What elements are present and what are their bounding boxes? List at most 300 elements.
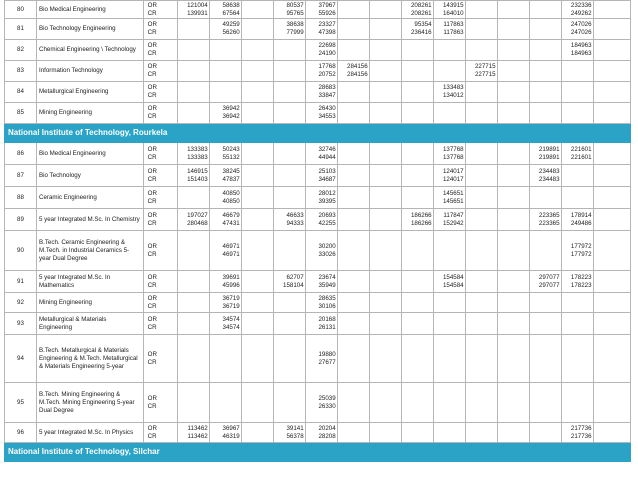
- rank-type-label: OR: [147, 167, 157, 175]
- rank-cell: [337, 61, 369, 82]
- rank-cell: [177, 165, 209, 187]
- rank-cell: [273, 82, 305, 103]
- program-name: Bio Medical Engineering: [36, 143, 143, 165]
- rank-value: 113462: [187, 432, 208, 440]
- rank-cell: [177, 19, 209, 40]
- rank-cell: [273, 19, 305, 40]
- rank-cell: [305, 335, 337, 383]
- rank-cell: [241, 293, 273, 313]
- rank-value: 186266: [410, 219, 432, 227]
- rank-cell: [273, 335, 305, 383]
- rank-cell: [209, 231, 241, 271]
- rank-cell: [529, 335, 561, 383]
- rank-cell: [529, 143, 561, 165]
- table-row: [5, 383, 631, 423]
- program-name: 5 year Integrated M.Sc. In Physics: [36, 423, 143, 443]
- serial-number: 93: [5, 313, 37, 335]
- rank-cell: [561, 19, 593, 40]
- rank-type-cell: [143, 383, 177, 423]
- rank-cell: [273, 231, 305, 271]
- rank-cell: [401, 19, 433, 40]
- rank-type-label: CR: [147, 29, 157, 36]
- rank-cell: [177, 61, 209, 82]
- rank-cell: [593, 82, 630, 103]
- rank-type-cell: [143, 82, 177, 103]
- rank-value: 208261: [410, 9, 432, 17]
- rank-cell: [529, 209, 561, 231]
- rank-cell: [593, 61, 630, 82]
- rank-cell: [593, 209, 630, 231]
- rank-cell: [337, 335, 369, 383]
- rank-value: 34574: [222, 315, 240, 323]
- rank-cell: [337, 383, 369, 423]
- rank-cell: [177, 231, 209, 271]
- rank-value: 227715: [474, 71, 496, 78]
- rank-cell: [177, 293, 209, 313]
- rank-cell: [369, 423, 401, 443]
- rank-cell: [433, 143, 465, 165]
- rank-cell: [497, 103, 529, 124]
- rank-cell: [369, 61, 401, 82]
- rank-cell: [337, 143, 369, 165]
- rank-cell: [561, 61, 593, 82]
- rank-cell: [433, 313, 465, 335]
- rank-cell: [241, 271, 273, 293]
- program-name: Bio Medical Engineering: [36, 1, 143, 19]
- rank-cell: [401, 231, 433, 271]
- rank-type-label: CR: [147, 358, 157, 366]
- rank-value: 36719: [222, 302, 240, 310]
- rank-value: 20168: [318, 315, 336, 323]
- rank-type-label: OR: [147, 211, 157, 219]
- rank-value: 145651: [442, 189, 464, 197]
- rank-cell: [401, 423, 433, 443]
- rank-type-label: OR: [147, 145, 157, 153]
- rank-cell: [529, 61, 561, 82]
- rank-cell: [305, 293, 337, 313]
- rank-type-label: OR: [147, 242, 157, 250]
- rank-cell: [465, 82, 497, 103]
- rank-value: 26330: [318, 402, 336, 410]
- rank-cell: [529, 271, 561, 293]
- rank-cell: [529, 82, 561, 103]
- rank-type-cell: [143, 271, 177, 293]
- cutoff-table: [4, 0, 631, 462]
- rank-cell: [593, 165, 630, 187]
- rank-value: 117863: [443, 29, 464, 36]
- rank-cell: [337, 231, 369, 271]
- rank-cell: [305, 40, 337, 61]
- rank-type-cell: [143, 1, 177, 19]
- rank-cell: [401, 82, 433, 103]
- rank-cell: [401, 335, 433, 383]
- rank-type-label: OR: [147, 294, 157, 302]
- rank-type-label: CR: [147, 92, 157, 99]
- serial-number: 81: [5, 19, 37, 40]
- rank-value: 40850: [222, 189, 240, 197]
- rank-cell: [529, 187, 561, 209]
- rank-type-label: CR: [147, 219, 157, 227]
- rank-value: 33847: [318, 92, 336, 99]
- rank-cell: [465, 313, 497, 335]
- table-row: [5, 335, 631, 383]
- rank-type-label: OR: [147, 315, 157, 323]
- table-row: [5, 423, 631, 443]
- program-name: Mining Engineering: [36, 103, 143, 124]
- rank-cell: [369, 271, 401, 293]
- rank-cell: [465, 165, 497, 187]
- rank-value: 113462: [187, 424, 208, 432]
- rank-value: 219891: [538, 145, 560, 153]
- program-name: Metallurgical & Materials Engineering: [36, 313, 143, 335]
- rank-value: 24190: [318, 50, 336, 57]
- rank-cell: [177, 143, 209, 165]
- rank-value: 221601: [570, 145, 592, 153]
- rank-cell: [273, 383, 305, 423]
- rank-cell: [561, 187, 593, 209]
- rank-type-cell: [143, 187, 177, 209]
- rank-value: 27677: [318, 358, 336, 366]
- rank-value: 58638: [222, 1, 240, 9]
- rank-cell: [209, 187, 241, 209]
- program-name: 5 year Integrated M.Sc. In Chemistry: [36, 209, 143, 231]
- rank-value: 39395: [318, 197, 336, 205]
- serial-number: 82: [5, 40, 37, 61]
- table-row: [5, 165, 631, 187]
- rank-cell: [465, 19, 497, 40]
- table-row: [5, 313, 631, 335]
- rank-value: 36719: [222, 294, 240, 302]
- rank-value: 28208: [318, 432, 336, 440]
- table-row: [5, 271, 631, 293]
- rank-value: 46679: [222, 211, 240, 219]
- rank-type-label: CR: [147, 302, 157, 310]
- rank-cell: [305, 61, 337, 82]
- rank-cell: [465, 1, 497, 19]
- rank-cell: [561, 209, 593, 231]
- rank-cell: [433, 187, 465, 209]
- rank-value: 38638: [286, 21, 304, 28]
- rank-cell: [273, 40, 305, 61]
- rank-cell: [337, 165, 369, 187]
- rank-cell: [401, 383, 433, 423]
- rank-value: 184963: [570, 50, 592, 57]
- rank-type-label: CR: [147, 281, 157, 289]
- table-row: [5, 231, 631, 271]
- rank-cell: [241, 40, 273, 61]
- rank-cell: [177, 335, 209, 383]
- rank-type-label: OR: [147, 21, 157, 28]
- rank-cell: [529, 313, 561, 335]
- rank-cell: [593, 271, 630, 293]
- rank-type-label: OR: [147, 42, 157, 49]
- serial-number: 85: [5, 103, 37, 124]
- program-name: Mining Engineering: [36, 293, 143, 313]
- rank-value: 26131: [318, 323, 336, 331]
- rank-cell: [497, 82, 529, 103]
- rank-cell: [305, 423, 337, 443]
- cutoff-table-body: [5, 1, 631, 462]
- rank-cell: [177, 82, 209, 103]
- rank-cell: [177, 423, 209, 443]
- serial-number: 83: [5, 61, 37, 82]
- rank-value: 178223: [570, 281, 592, 289]
- rank-cell: [593, 313, 630, 335]
- institute-name: National Institute of Technology, Silchar: [5, 443, 631, 462]
- rank-cell: [401, 103, 433, 124]
- rank-value: 223365: [538, 211, 560, 219]
- rank-cell: [177, 313, 209, 335]
- rank-cell: [433, 82, 465, 103]
- rank-cell: [241, 313, 273, 335]
- rank-value: 232336: [570, 1, 592, 9]
- table-row: [5, 19, 631, 40]
- table-row: [5, 1, 631, 19]
- rank-cell: [209, 1, 241, 19]
- rank-cell: [561, 423, 593, 443]
- program-name: Ceramic Engineering: [36, 187, 143, 209]
- rank-value: 284156: [347, 63, 368, 70]
- rank-value: 28635: [318, 294, 336, 302]
- rank-value: 124017: [442, 167, 464, 175]
- rank-cell: [337, 271, 369, 293]
- rank-cell: [593, 187, 630, 209]
- rank-value: 143915: [442, 1, 464, 9]
- rank-value: 55926: [318, 9, 336, 17]
- rank-cell: [209, 383, 241, 423]
- serial-number: 92: [5, 293, 37, 313]
- rank-value: 217736: [570, 424, 592, 432]
- rank-cell: [465, 383, 497, 423]
- rank-cell: [593, 383, 630, 423]
- rank-value: 137768: [442, 153, 464, 161]
- serial-number: 86: [5, 143, 37, 165]
- rank-cell: [209, 423, 241, 443]
- rank-cell: [401, 143, 433, 165]
- rank-cell: [497, 335, 529, 383]
- rank-value: 297077: [538, 273, 560, 281]
- rank-type-cell: [143, 40, 177, 61]
- rank-cell: [273, 61, 305, 82]
- rank-cell: [209, 103, 241, 124]
- rank-cell: [433, 103, 465, 124]
- rank-value: 36967: [222, 424, 240, 432]
- rank-value: 133483: [442, 84, 464, 91]
- rank-cell: [337, 1, 369, 19]
- rank-value: 223365: [538, 219, 560, 227]
- serial-number: 88: [5, 187, 37, 209]
- rank-cell: [241, 335, 273, 383]
- rank-cell: [305, 82, 337, 103]
- rank-type-cell: [143, 335, 177, 383]
- serial-number: 84: [5, 82, 37, 103]
- rank-cell: [273, 271, 305, 293]
- table-row: [5, 61, 631, 82]
- rank-value: 33026: [318, 250, 336, 258]
- rank-cell: [465, 187, 497, 209]
- rank-cell: [305, 103, 337, 124]
- rank-value: 249486: [570, 219, 592, 227]
- rank-cell: [433, 293, 465, 313]
- rank-cell: [529, 293, 561, 313]
- rank-value: 247026: [570, 21, 592, 28]
- rank-value: 227715: [474, 63, 496, 70]
- rank-cell: [337, 313, 369, 335]
- rank-value: 234483: [538, 167, 560, 175]
- rank-value: 280468: [187, 219, 208, 227]
- rank-cell: [273, 143, 305, 165]
- program-name: Chemical Engineering \ Technology: [36, 40, 143, 61]
- serial-number: 87: [5, 165, 37, 187]
- rank-value: 26430: [318, 105, 336, 112]
- rank-value: 139931: [187, 9, 208, 17]
- rank-cell: [561, 383, 593, 423]
- rank-value: 236416: [410, 29, 432, 36]
- serial-number: 89: [5, 209, 37, 231]
- rank-value: 151403: [187, 175, 208, 183]
- rank-value: 284156: [347, 71, 368, 78]
- rank-value: 34687: [318, 175, 336, 183]
- rank-value: 186266: [410, 211, 432, 219]
- rank-value: 50243: [222, 145, 240, 153]
- rank-cell: [241, 1, 273, 19]
- rank-cell: [433, 383, 465, 423]
- rank-value: 55132: [222, 153, 240, 161]
- rank-cell: [305, 19, 337, 40]
- rank-cell: [177, 383, 209, 423]
- rank-value: 117863: [443, 21, 464, 28]
- rank-cell: [209, 293, 241, 313]
- rank-cell: [369, 19, 401, 40]
- rank-cell: [433, 271, 465, 293]
- serial-number: 95: [5, 383, 37, 423]
- program-name: Metallurgical Engineering: [36, 82, 143, 103]
- rank-cell: [561, 231, 593, 271]
- rank-cell: [177, 271, 209, 293]
- rank-cell: [369, 1, 401, 19]
- rank-cell: [529, 19, 561, 40]
- rank-type-cell: [143, 103, 177, 124]
- rank-cell: [273, 209, 305, 231]
- rank-value: 133383: [187, 145, 208, 153]
- serial-number: 91: [5, 271, 37, 293]
- rank-value: 36942: [222, 113, 240, 120]
- rank-cell: [561, 1, 593, 19]
- rank-type-label: OR: [147, 394, 157, 402]
- rank-value: 67564: [222, 9, 240, 17]
- rank-value: 23674: [318, 273, 336, 281]
- rank-cell: [369, 187, 401, 209]
- rank-cell: [593, 19, 630, 40]
- rank-cell: [305, 165, 337, 187]
- rank-value: 46633: [286, 211, 304, 219]
- rank-value: 28012: [318, 189, 336, 197]
- rank-type-label: CR: [147, 175, 157, 183]
- rank-value: 117847: [443, 211, 464, 219]
- rank-cell: [401, 293, 433, 313]
- rank-value: 32746: [318, 145, 336, 153]
- rank-cell: [369, 103, 401, 124]
- rank-value: 20693: [318, 211, 336, 219]
- rank-cell: [177, 103, 209, 124]
- rank-cell: [561, 82, 593, 103]
- rank-value: 221601: [570, 153, 592, 161]
- rank-value: 56378: [286, 432, 304, 440]
- rank-value: 34553: [318, 113, 336, 120]
- rank-value: 39141: [286, 424, 304, 432]
- rank-type-label: CR: [147, 250, 157, 258]
- rank-cell: [561, 103, 593, 124]
- rank-cell: [497, 271, 529, 293]
- rank-cell: [369, 165, 401, 187]
- rank-cell: [593, 293, 630, 313]
- rank-cell: [305, 1, 337, 19]
- rank-cell: [529, 103, 561, 124]
- rank-cell: [465, 231, 497, 271]
- rank-cell: [369, 335, 401, 383]
- rank-type-cell: [143, 19, 177, 40]
- rank-cell: [433, 209, 465, 231]
- rank-cell: [241, 61, 273, 82]
- rank-value: 25103: [318, 167, 336, 175]
- rank-cell: [209, 82, 241, 103]
- rank-value: 20204: [318, 424, 336, 432]
- rank-cell: [433, 231, 465, 271]
- rank-type-label: CR: [147, 432, 157, 440]
- rank-cell: [433, 19, 465, 40]
- rank-cell: [593, 40, 630, 61]
- rank-cell: [177, 1, 209, 19]
- rank-cell: [337, 40, 369, 61]
- rank-cell: [337, 187, 369, 209]
- rank-cell: [273, 165, 305, 187]
- rank-cell: [465, 293, 497, 313]
- program-name: Bio Technology Engineering: [36, 19, 143, 40]
- rank-cell: [497, 423, 529, 443]
- rank-value: 249262: [570, 9, 592, 17]
- rank-cell: [369, 143, 401, 165]
- rank-value: 17768: [318, 63, 336, 70]
- rank-cell: [433, 335, 465, 383]
- rank-value: 28683: [318, 84, 336, 91]
- rank-value: 47398: [318, 29, 336, 36]
- rank-type-cell: [143, 231, 177, 271]
- rank-cell: [465, 61, 497, 82]
- rank-cell: [401, 187, 433, 209]
- table-row: [5, 82, 631, 103]
- rank-cell: [209, 209, 241, 231]
- rank-value: 146915: [187, 167, 208, 175]
- rank-value: 177972: [570, 242, 592, 250]
- rank-cell: [273, 293, 305, 313]
- rank-cell: [209, 335, 241, 383]
- rank-cell: [241, 19, 273, 40]
- rank-cell: [465, 209, 497, 231]
- rank-cell: [305, 209, 337, 231]
- rank-cell: [593, 423, 630, 443]
- program-name: Information Technology: [36, 61, 143, 82]
- rank-type-cell: [143, 313, 177, 335]
- rank-type-label: OR: [147, 105, 157, 112]
- program-name: B.Tech. Ceramic Engineering & M.Tech. in Industrial Ceramics 5-year Dual Degree: [36, 231, 143, 271]
- rank-cell: [433, 423, 465, 443]
- rank-type-label: OR: [147, 84, 157, 91]
- rank-cell: [273, 103, 305, 124]
- table-row: [5, 187, 631, 209]
- rank-type-label: CR: [147, 50, 157, 57]
- rank-cell: [561, 143, 593, 165]
- rank-value: 77999: [286, 29, 304, 36]
